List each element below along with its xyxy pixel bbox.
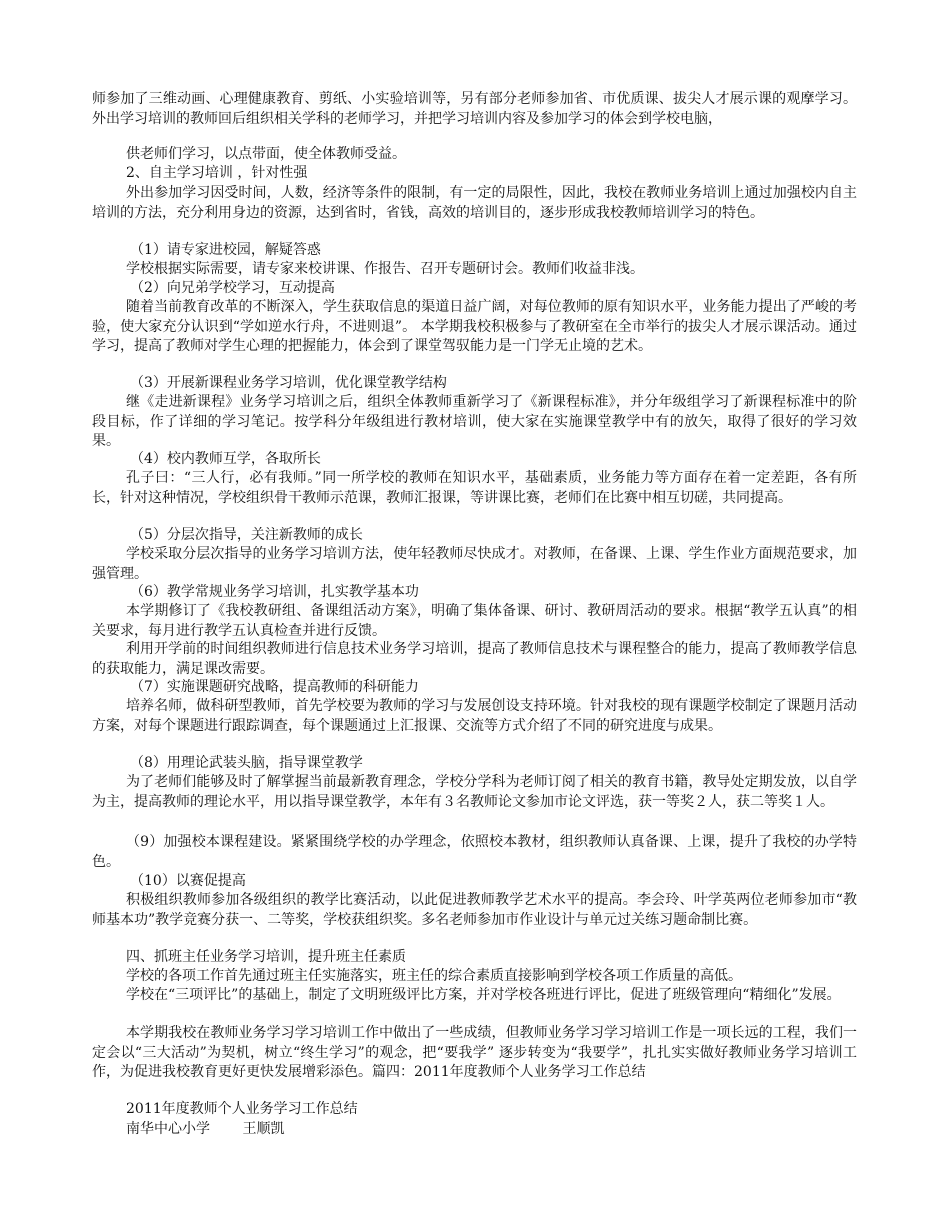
subheading-3: （3）开展新课程业务学习培训，优化课堂教学结构 [130,375,447,391]
subheading-1: （1）请专家进校园，解疑答惑 [130,242,321,258]
subheading-4: （4）校内教师互学，各取所长 [130,451,321,467]
paragraph-training-summary: 师参加了三维动画、心理健康教育、剪纸、小实验培训等，另有部分老师参加省、市优质课、拔尖人才展示课的观摩学习。外出学习培训的教师回后组织相关学科的老师学习，并把学习培训内容及参加学习的体会到学校电脑， [92,91,857,127]
heading-self-study: 2、自主学习培训 ，针对性强 [126,165,308,181]
section-4-heading: 四、抓班主任业务学习培训，提升班主任素质 [126,949,406,965]
document-title: 2011年度教师个人业务学习工作总结 [126,1101,358,1117]
subheading-2: （2）向兄弟学校学习，互动提高 [130,280,335,296]
paragraph-9: （9）加强校本课程建设。紧紧围绕学校的办学理念，依照校本教材，组织教师认真备课、上课，提升了我校的办学特色。 [92,834,857,870]
author-line: 南华中心小学 王顺凯 [126,1121,285,1137]
paragraph-6b: 利用开学前的时间组织教师进行信息技术业务学习培训，提高了教师信息技术与课程整合的能力，提高了教师教学信息的获取能力，满足课改需要。 [92,641,857,677]
paragraph-3: 继《走进新课程》业务学习培训之后，组织全体教师重新学习了《新课程标准》，并分年级组学习了新课程标准中的阶段目标，作了详细的学习笔记。按学科分年级组进行教材培训，使大家在实施课堂教学中有的放矢，取得了很好的学习效果。 [92,394,857,449]
paragraph-self-study: 外出参加学习因受时间，人数，经济等条件的限制，有一定的局限性，因此，我校在教师业务培训上通过加强校内自主培训的方法，充分利用身边的资源，达到省时，省钱，高效的培训目的，逐步形成我校教师培训学习的特色。 [92,185,857,221]
subheading-7: （7）实施课题研究战略，提高教师的科研能力 [130,679,419,695]
paragraph-benefit: 供老师们学习，以点带面，使全体教师受益。 [126,146,406,162]
subheading-6: （6）教学常规业务学习培训，扎实教学基本功 [130,584,419,600]
paragraph-class-teacher-1: 学校的各项工作首先通过班主任实施落实，班主任的综合素质直接影响到学校各项工作质量的高低。 [126,968,742,984]
paragraph-class-teacher-2: 学校在“三项评比”的基础上，制定了文明班级评比方案，并对学校各班进行评比，促进了班级管理向“精细化”发展。 [126,987,841,1003]
subheading-10: （10）以赛促提高 [130,873,246,889]
paragraph-1: 学校根据实际需要，请专家来校讲课、作报告、召开专题研讨会。教师们收益非浅。 [126,261,644,277]
paragraph-10: 积极组织教师参加各级组织的教学比赛活动，以此促进教师教学艺术水平的提高。李会玲、叶学英两位老师参加市“教师基本功”教学竞赛分获一、二等奖，学校获组织奖。多名老师参加市作业设计与单元过关练习题命制比赛。 [92,892,857,928]
paragraph-7: 培养名师，做科研型教师，首先学校要为教师的学习与发展创设支持环境。针对我校的现有课题学校制定了课题月活动方案，对每个课题进行跟踪调查，每个课题通过上汇报课、交流等方式介绍了不同的研究进度与成果。 [92,698,857,734]
paragraph-6a: 本学期修订了《我校教研组、备课组活动方案》，明确了集体备课、研讨、教研周活动的要求。根据“教学五认真”的相关要求，每月进行教学五认真检查并进行反馈。 [92,603,857,639]
subheading-8: （8）用理论武装头脑，指导课堂教学 [130,755,363,771]
paragraph-conclusion: 本学期我校在教师业务学习学习培训工作中做出了一些成绩，但教师业务学习学习培训工作是一项长远的工程，我们一定会以“三大活动”为契机，树立“终生学习”的观念，把“要我学” 逐步转变为“我要学”，扎扎实实做好教师业务学习培训工作，为促进我校教育更好更快发展增彩添色。篇四：2011年度教师个人业务学习工作总结 [92,1025,857,1080]
paragraph-4: 孔子曰：“三人行，必有我师。”同一所学校的教师在知识水平，基础素质，业务能力等方面存在着一定差距，各有所长，针对这种情况，学校组织骨干教师示范课，教师汇报课，等讲课比赛，老师们在比赛中相互切磋，共同提高。 [92,470,857,506]
paragraph-8: 为了老师们能够及时了解掌握当前最新教育理念，学校分学科为老师订阅了相关的教育书籍，教导处定期发放，以自学为主，提高教师的理论水平，用以指导课堂教学，本年有３名教师论文参加市论文评选，获一等奖２人，获二等奖１人。 [92,774,857,810]
paragraph-2: 随着当前教育改革的不断深入，学生获取信息的渠道日益广阔，对每位教师的原有知识水平，业务能力提出了严峻的考验，使大家充分认识到“学如逆水行舟，不进则退”。 本学期我校积极参与了教研室在全市举行的拔尖人才展示课活动。通过学习，提高了教师对学生心理的把握能力，体会到了课堂驾驭能力是一门学无止境的艺术。 [92,299,857,354]
paragraph-5: 学校采取分层次指导的业务学习培训方法，使年轻教师尽快成才。对教师，在备课、上课、学生作业方面规范要求，加强管理。 [92,546,857,582]
subheading-5: （5）分层次指导，关注新教师的成长 [130,527,363,543]
